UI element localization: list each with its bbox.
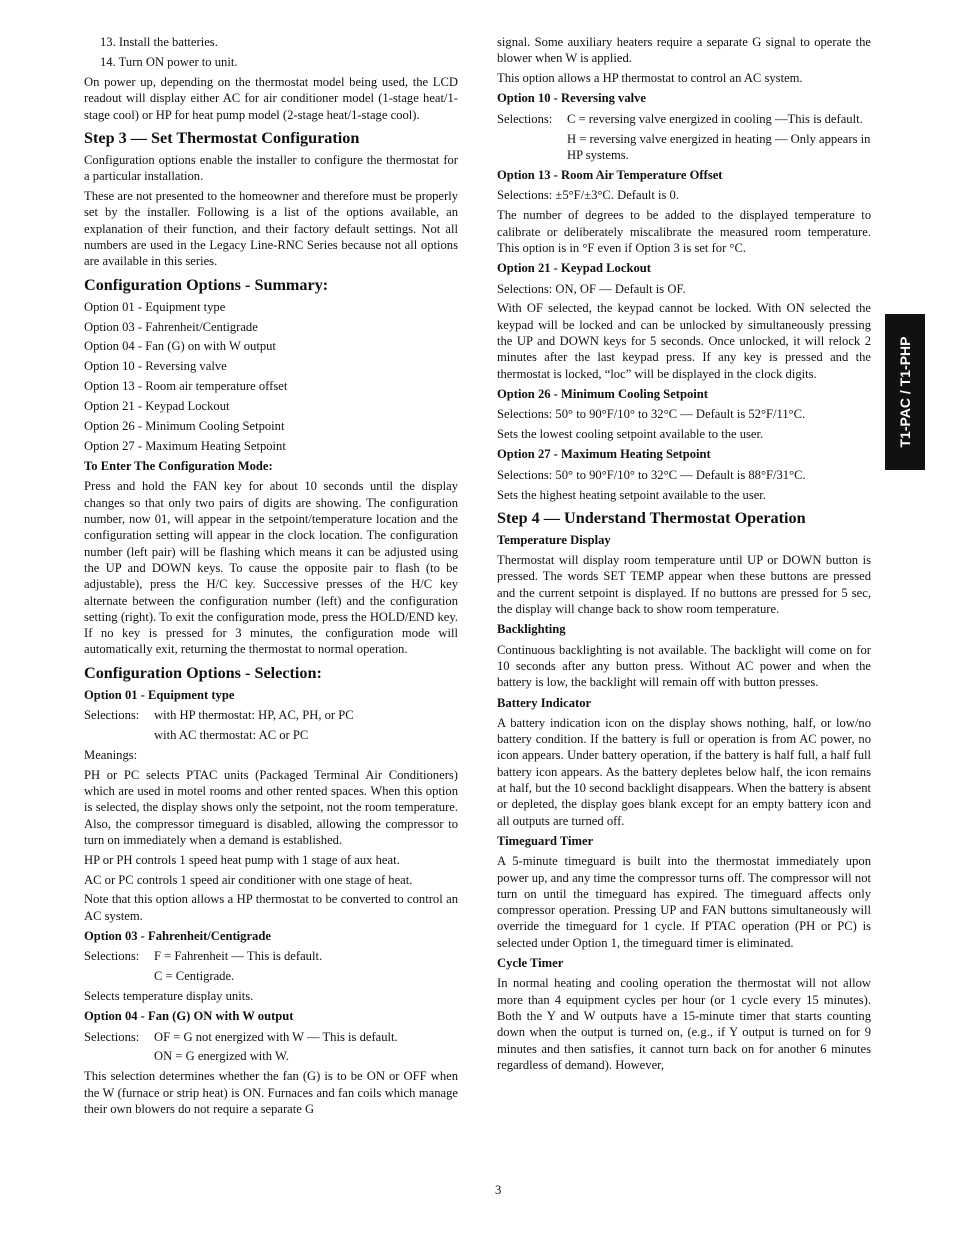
left-column bbox=[84, 34, 458, 1121]
option-03-heading: Option 03 - Fahrenheit/Centigrade bbox=[84, 928, 271, 943]
summary-item: Option 03 - Fahrenheit/Centigrade bbox=[84, 319, 258, 334]
summary-item: Option 26 - Minimum Cooling Setpoint bbox=[84, 419, 285, 433]
option-10-selections bbox=[497, 111, 871, 127]
cycle-timer-text: In normal heating and cooling operation the thermostat will not allow more than 4 equipment cycles per hour (or 1 cycle every 15 minutes). Both the Y and W outputs have a 15-minute timer that starts counting down when the output is turned on, (e.g., if Y output is turned on for 9 minutes and then satisfies, it cannot turn back on for another 6 minutes regardless of demand). However, bbox=[497, 976, 871, 1072]
option-01-heading: Option 01 - Equipment type bbox=[84, 687, 235, 702]
continued-paragraph: signal. Some auxiliary heaters require a separate G signal to operate the blower when W is applied. bbox=[497, 35, 871, 66]
selections-label: Selections: bbox=[84, 1029, 140, 1044]
note-paragraph: Note that this option allows a HP thermostat to be converted to control an AC system. bbox=[84, 892, 458, 923]
step3-details: These are not presented to the homeowner and therefore must be properly set by the installer. Following is a list of the options available, an explanation of their function, and their factory default settings. Not all numbers are used in the Legacy Line-RNC Series because not all options are available in this series. bbox=[84, 189, 458, 269]
selection-value: with AC thermostat: AC or PC bbox=[154, 727, 309, 742]
step-item: 13. Install the batteries. bbox=[100, 35, 218, 49]
summary-item: Option 04 - Fan (G) on with W output bbox=[84, 339, 276, 354]
summary-heading: Configuration Options - Summary: bbox=[84, 275, 329, 294]
option-21-selections: Selections: ON, OF — Default is OF. bbox=[497, 281, 686, 296]
side-tab-label: T1-PAC / T1-PHP bbox=[897, 336, 913, 448]
option-10-heading: Option 10 - Reversing valve bbox=[497, 91, 647, 106]
selections-label: Selections: bbox=[497, 111, 553, 126]
option-26-selections: Selections: 50° to 90°F/10° to 32°C — Default is 52°F/11°C. bbox=[497, 407, 806, 422]
selection-value: with HP thermostat: HP, AC, PH, or PC bbox=[154, 708, 354, 723]
option-04-description: This selection determines whether the fan (G) is to be ON or OFF when the W (furnace or strip heat) is ON. Furnaces and fan coils which manage their own blowers do not require a separate G bbox=[84, 1069, 458, 1116]
hp-ph-paragraph: HP or PH controls 1 speed heat pump with 1 stage of aux heat. bbox=[84, 852, 400, 867]
selection-value: C = Centigrade. bbox=[154, 969, 235, 984]
backlighting-heading: Backlighting bbox=[497, 622, 566, 637]
option-13-selections: Selections: ±5°F/±3°C. Default is 0. bbox=[497, 188, 680, 203]
option-27-description: Sets the highest heating setpoint available to the user. bbox=[497, 487, 766, 502]
summary-item: Option 01 - Equipment type bbox=[84, 299, 226, 314]
page-number: 3 bbox=[495, 1183, 502, 1197]
section-side-tab bbox=[885, 314, 925, 470]
option-13-heading: Option 13 - Room Air Temperature Offset bbox=[497, 168, 723, 183]
option-27-heading: Option 27 - Maximum Heating Setpoint bbox=[497, 447, 711, 462]
battery-indicator-text: A battery indication icon on the display shows nothing, half, or low/no battery condition. If the battery is full or operation is from AC power, no icon appears. Under battery operation, if the battery is half full, a half full battery icon appears. As the battery depletes below half, the icon remains at half, but the 10 second backlight disappears. When the battery is absent or depleted, the display goes blank except for an empty battery icon and all outputs are turned off. bbox=[497, 715, 871, 828]
ph-pc-paragraph: PH or PC selects PTAC units (Packaged Terminal Air Conditioners) which are used in motel rooms and other rented spaces. When this option is selected, the display shows only the setpoint, not the room temperature. Also, the compressor timeguard is disabled, allowing the compressor to turn on immediately when a demand is established. bbox=[84, 767, 458, 847]
step3-intro: Configuration options enable the installer to configure the thermostat for a particular installation. bbox=[84, 153, 458, 184]
right-column bbox=[497, 34, 871, 1077]
temperature-display-heading: Temperature Display bbox=[497, 532, 611, 547]
selections-label: Selections: bbox=[84, 949, 140, 964]
step-item: 14. Turn ON power to unit. bbox=[100, 55, 238, 70]
summary-item: Option 21 - Keypad Lockout bbox=[84, 399, 230, 414]
temperature-display-text: Thermostat will display room temperature until UP or DOWN button is pressed. The words SET TEMP appear when these buttons are pressed and the current setpoint is displayed. If no buttons are pressed for 5 sec, the display will change back to show room temperature. bbox=[497, 553, 871, 617]
summary-item: Option 27 - Maximum Heating Setpoint bbox=[84, 438, 286, 453]
option-04-selections bbox=[84, 1029, 458, 1045]
option-27-selections: Selections: 50° to 90°F/10° to 32°C — Default is 88°F/31°C. bbox=[497, 467, 806, 482]
selection-value: C = reversing valve energized in cooling —This is default. bbox=[567, 111, 863, 126]
selection-value: F = Fahrenheit — This is default. bbox=[154, 949, 323, 964]
option-03-selections bbox=[84, 948, 458, 964]
option-21-description: With OF selected, the keypad cannot be locked. With ON selected the keypad will be locked and can be unlocked by simultaneously pressing the UP and DOWN keys for 5 seconds. Once unlocked, it will relock 2 minutes after the last keypad press. If any key is pressed and the thermostat is locked, “loc” will be displayed in the clock digits. bbox=[497, 301, 871, 381]
selection-value: OF = G not energized with W — This is default. bbox=[154, 1029, 398, 1044]
allows-paragraph: This option allows a HP thermostat to control an AC system. bbox=[497, 71, 803, 86]
timeguard-heading: Timeguard Timer bbox=[497, 833, 594, 848]
option-26-description: Sets the lowest cooling setpoint available to the user. bbox=[497, 427, 764, 442]
selection-value: ON = G energized with W. bbox=[154, 1049, 289, 1064]
backlighting-text: Continuous backlighting is not available. The backlight will come on for 10 seconds after any button press. Without AC power and when the battery is low, the backlight will remain off with button presses. bbox=[497, 642, 871, 690]
selections-label: Selections: bbox=[84, 708, 140, 723]
enter-config-text: Press and hold the FAN key for about 10 seconds until the display changes so that only two pairs of digits are showing. The configuration number, now 01, will appear in the setpoint/temperature location and the configuration setting will appear in the clock location. The configuration number (left pair) will be flashing which means it can be adjusted using the UP and DOWN keys. To cause the opposite pair to flash (to be adjustable), press the H/C key. Successive presses of the H/C key alternate between the configuration number (left) and the configuration setting (right). To exit the configuration mode, press the HOLD/END key. If no key is pressed for 3 minutes, the configuration mode will automatically exit, returning the thermostat to normal operation. bbox=[84, 479, 458, 657]
option-03-description: Selects temperature display units. bbox=[84, 988, 254, 1003]
battery-indicator-heading: Battery Indicator bbox=[497, 695, 592, 710]
cycle-timer-heading: Cycle Timer bbox=[497, 956, 564, 971]
option-13-description: The number of degrees to be added to the displayed temperature to calibrate or deliberately miscalibrate the measured room temperature. This option is in °F even if Option 3 is set for °C. bbox=[497, 208, 871, 255]
enter-config-heading: To Enter The Configuration Mode: bbox=[84, 459, 273, 474]
step3-heading: Step 3 — Set Thermostat Configuration bbox=[84, 129, 360, 148]
power-up-paragraph: On power up, depending on the thermostat model being used, the LCD readout will display either AC for air conditioner model (1-stage heat/1-stage cool) or HP for heat pump model (2-stage heat/1-stage cool). bbox=[84, 75, 458, 122]
option-26-heading: Option 26 - Minimum Cooling Setpoint bbox=[497, 386, 708, 401]
option-04-heading: Option 04 - Fan (G) ON with W output bbox=[84, 1009, 294, 1024]
timeguard-text: A 5-minute timeguard is built into the thermostat immediately upon power up, and any time the compressor turns off. The compressor will not turn on until the timeguard has expired. The timeguard affects only compressor operation. Pressing UP and FAN buttons simultaneously will override the timeguard for 1 cycle. If PTAC operation (PH or PC) is selected under Option 1, the timeguard timer is eliminated. bbox=[497, 854, 871, 950]
summary-item: Option 13 - Room air temperature offset bbox=[84, 379, 288, 394]
selection-heading: Configuration Options - Selection: bbox=[84, 663, 322, 682]
meanings-label: Meanings: bbox=[84, 747, 138, 762]
ac-pc-paragraph: AC or PC controls 1 speed air conditioner with one stage of heat. bbox=[84, 872, 413, 887]
option-01-selections bbox=[84, 707, 458, 723]
summary-item: Option 10 - Reversing valve bbox=[84, 359, 227, 374]
option-21-heading: Option 21 - Keypad Lockout bbox=[497, 261, 651, 276]
selection-value: H = reversing valve energized in heating — Only appears in HP systems. bbox=[567, 131, 871, 162]
step4-heading: Step 4 — Understand Thermostat Operation bbox=[497, 508, 806, 527]
